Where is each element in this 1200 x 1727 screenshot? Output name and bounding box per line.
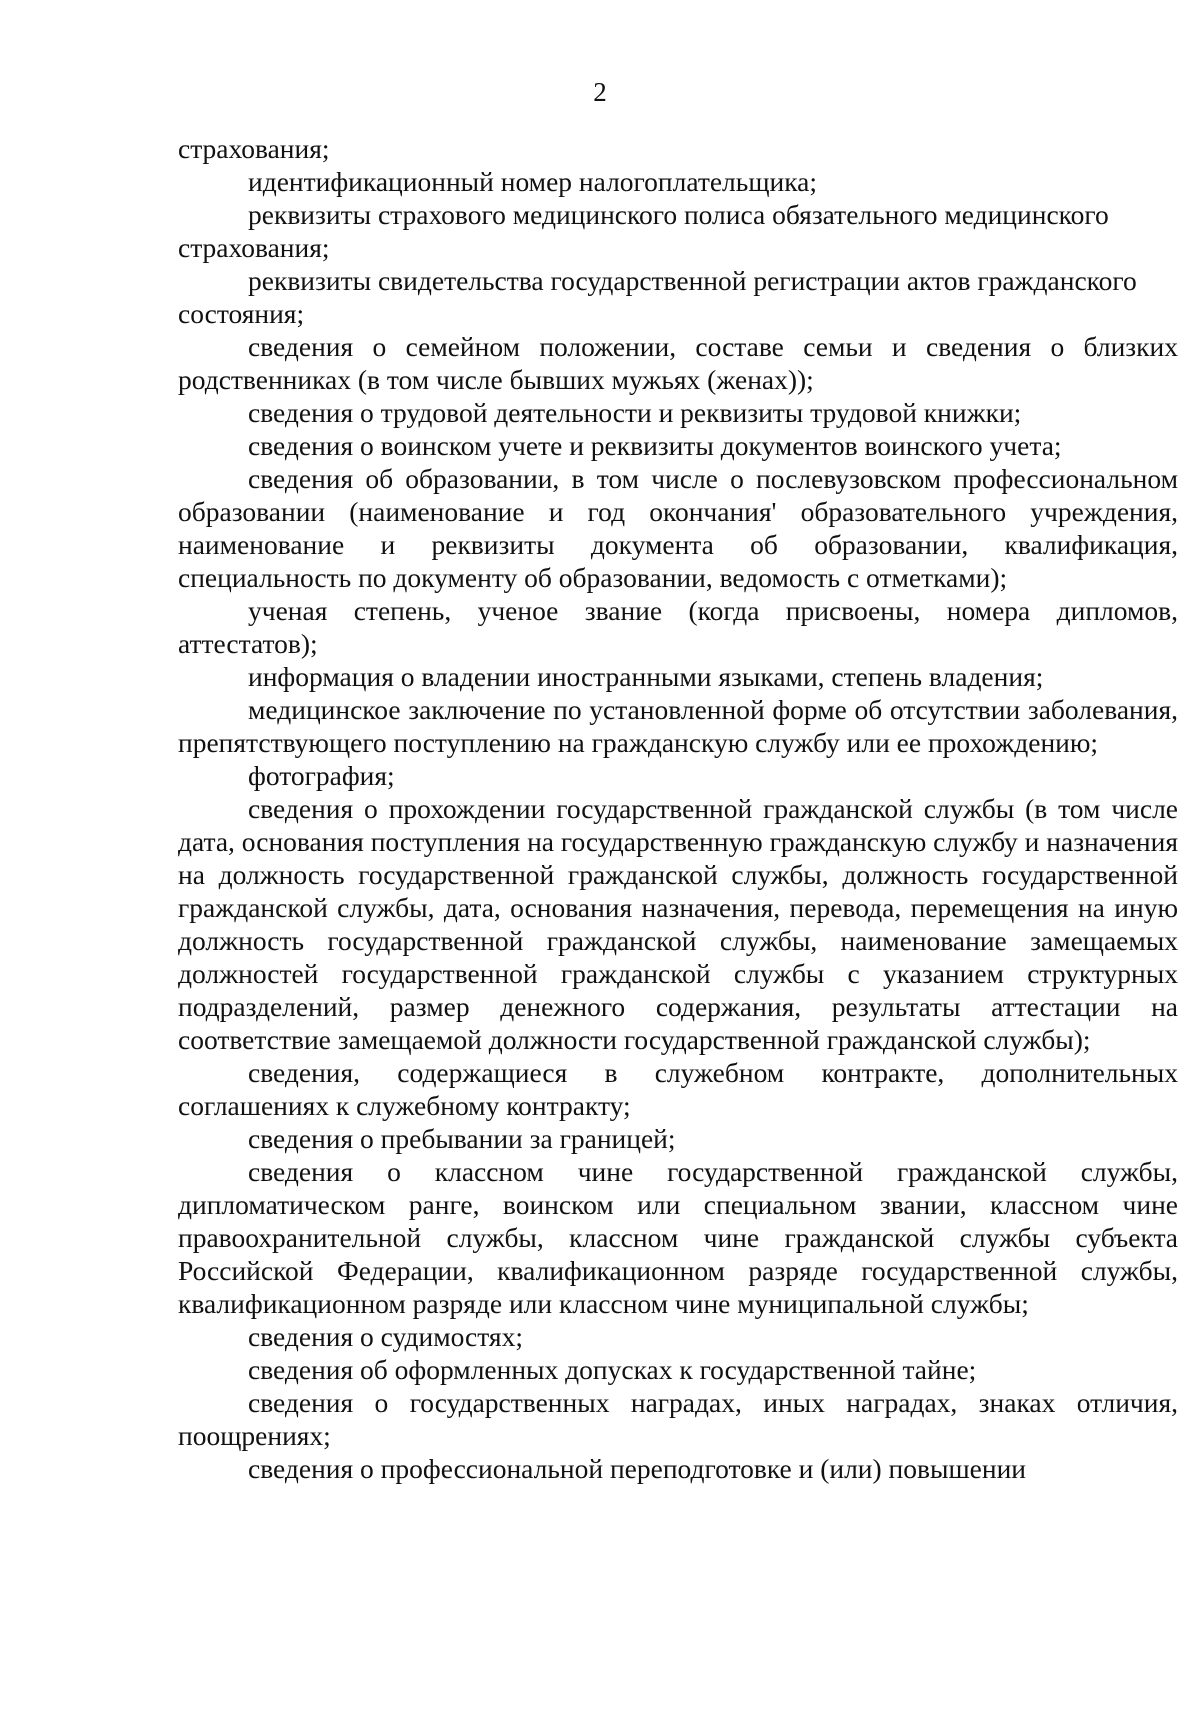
paragraph-14: сведения, содержащиеся в служебном контракте, дополнительных соглашениях к служебному контракту; bbox=[178, 1057, 1178, 1121]
paragraph-9: ученая степень, ученое звание (когда присвоены, номера дипломов, аттестатов); bbox=[178, 595, 1178, 659]
paragraph-13: сведения о прохождении государственной гражданской службы (в том числе дата, основания поступления на государственную гражданскую службу и назначения на должность государственной гражданской службы, должность государственной гражданской службы, дата, основания назначения, перевода, перемещения на иную должность государственной гражданской службы, наименование замещаемых должностей государственной гражданской службы с указанием структурных подразделений, размер денежного содержания, результаты аттестации на соответствие замещаемой должности государственной гражданской службы); bbox=[178, 793, 1178, 1055]
paragraph-6: сведения о трудовой деятельности и реквизиты трудовой книжки; bbox=[248, 397, 1022, 428]
paragraph-4: реквизиты свидетельства государственной регистрации актов гражданского состояния; bbox=[178, 265, 1137, 329]
paragraph-15: сведения о пребывании за границей; bbox=[248, 1123, 676, 1154]
paragraph-17: сведения о судимостях; bbox=[248, 1321, 523, 1352]
paragraph-10: информация о владении иностранными языками, степень владения; bbox=[248, 661, 1044, 692]
document-body bbox=[178, 132, 1178, 1485]
paragraph-5: сведения о семейном положении, составе семьи и сведения о близких родственниках (в том числе бывших мужьях (женах)); bbox=[178, 331, 1178, 395]
paragraph-12: фотография; bbox=[248, 760, 395, 791]
paragraph-3: реквизиты страхового медицинского полиса обязательного медицинского страхования; bbox=[178, 199, 1109, 263]
paragraph-11: медицинское заключение по установленной форме об отсутствии заболевания, препятствующего поступлению на гражданскую службу или ее прохождению; bbox=[178, 694, 1178, 758]
paragraph-20: сведения о профессиональной переподготовке и (или) повышении bbox=[248, 1453, 1027, 1484]
paragraph-16: сведения о классном чине государственной гражданской службы, дипломатическом ранге, воинском или специальном звании, классном чине правоохранительной службы, классном чине гражданской службы субъекта Российской Федерации, квалификационном разряде государственной службы, квалификационном разряде или классном чине муниципальной службы; bbox=[178, 1156, 1178, 1319]
page-number: 2 bbox=[593, 77, 607, 107]
paragraph-8: сведения об образовании, в том числе о послевузовском профессиональном образовании (наименование и год окончания' образовательного учреждения, наименование и реквизиты документа об образовании, квалификация, специальность по документу об образовании, ведомость с отметками); bbox=[178, 463, 1178, 593]
paragraph-18: сведения об оформленных допусках к государственной тайне; bbox=[248, 1354, 977, 1385]
paragraph-7: сведения о воинском учете и реквизиты документов воинского учета; bbox=[248, 430, 1062, 461]
paragraph-2: идентификационный номер налогоплательщика; bbox=[248, 166, 818, 197]
paragraph-19: сведения о государственных наградах, иных наградах, знаках отличия, поощрениях; bbox=[178, 1387, 1178, 1451]
paragraph-1: страхования; bbox=[178, 133, 330, 164]
